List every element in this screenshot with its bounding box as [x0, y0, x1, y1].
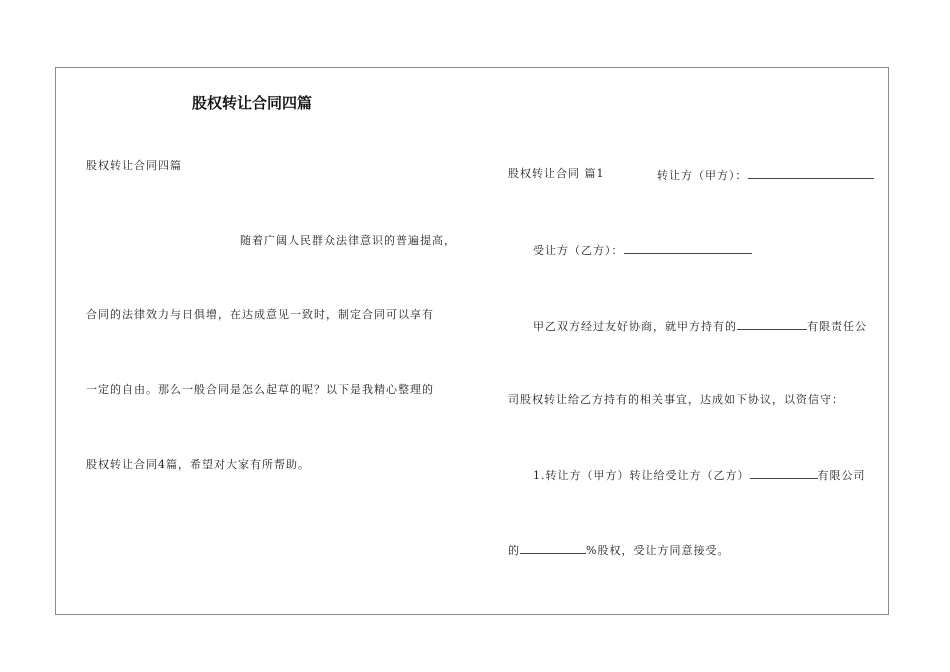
party-a-blank [748, 167, 874, 179]
intro-clause-line [533, 318, 867, 334]
share-percent-blank [520, 542, 586, 554]
intro-line-2: 合同的法律效力与日俱增，在达成意见一致时，制定合同可以享有 [86, 308, 434, 321]
document-title: 股权转让合同四篇 [192, 94, 313, 112]
intro-line-1: 随着广阔人民群众法律意识的普遍提高， [240, 234, 456, 247]
intro-clause-pre: 甲乙双方经过友好协商，就甲方持有的 [533, 320, 737, 333]
clause-1-post: 有限公司 [817, 469, 866, 482]
clause-1-line2-post: %股权，受让方同意接受。 [586, 544, 730, 557]
clause-1-company-blank [750, 467, 818, 479]
company-name-blank [737, 318, 807, 330]
clause-1-line [533, 467, 866, 483]
clause-1-line2-pre: 的 [508, 544, 520, 557]
party-b-blank [624, 242, 752, 254]
party-b-label: 受让方（乙方）： [533, 244, 624, 257]
party-a-label: 转让方（甲方）： [657, 169, 748, 182]
clause-1-pre: 1.转让方（甲方）转让给受让方（乙方） [533, 469, 750, 482]
left-subtitle: 股权转让合同四篇 [86, 159, 182, 172]
intro-line-4: 股权转让合同4篇，希望对大家有所帮助。 [86, 458, 310, 471]
party-a-line [657, 167, 874, 183]
intro-line-3: 一定的自由。那么一般合同是怎么起草的呢？以下是我精心整理的 [86, 383, 434, 396]
document-frame [55, 67, 889, 615]
intro-clause-post: 有限责任公 [807, 320, 867, 333]
contract-heading: 股权转让合同 篇1 [508, 167, 605, 180]
intro-clause-line-2: 司股权转让给乙方持有的相关事宜，达成如下协议，以资信守： [508, 393, 844, 406]
clause-1-line-2 [508, 542, 729, 558]
party-b-line [533, 242, 752, 258]
